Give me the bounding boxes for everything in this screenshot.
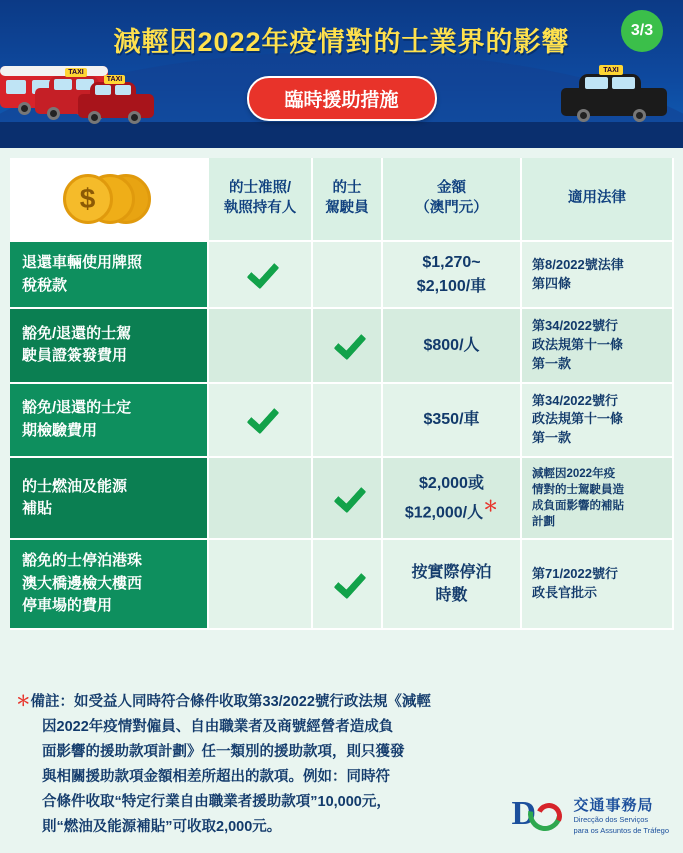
law-line1: 第71/2022號行 xyxy=(532,566,618,582)
licence-holder-cell xyxy=(208,457,312,539)
law-cell xyxy=(521,241,673,308)
measure-label-line1: 豁免的士停泊港珠 xyxy=(22,552,143,570)
column-header-licence-holder xyxy=(208,158,312,241)
column-header-licence-holder-line1: 的士准照/ xyxy=(228,180,292,197)
coins-icon-cell xyxy=(10,158,208,241)
amount-line2-wrap xyxy=(387,496,516,525)
check-icon xyxy=(245,402,275,432)
footnote-line-4: 與相關援助款項金額相差所超出的款項。例如：同時符 xyxy=(42,768,390,785)
measure-label xyxy=(10,539,208,629)
licence-holder-cell xyxy=(208,383,312,458)
logo-name-pt-line2: para os Assuntos de Tráfego xyxy=(573,825,669,835)
footnote-line-2: 因2022年疫情對僱員、自由職業者及商號經營者造成負 xyxy=(42,718,394,735)
law-line1: 減輕因2022年疫 xyxy=(532,468,616,481)
driver-cell xyxy=(312,308,382,383)
table-row xyxy=(10,241,673,308)
law-line2: 第四條 xyxy=(532,275,572,291)
measure-label-line1: 豁免/退還的士定 xyxy=(22,399,132,417)
footnote-block xyxy=(16,690,576,840)
page-subtitle: 臨時援助措施 xyxy=(246,76,436,121)
law-line1: 第8/2022號法律 xyxy=(532,256,624,272)
logo-letter-d: D xyxy=(511,795,537,832)
column-header-amount xyxy=(382,158,521,241)
law-line3: 成負面影響的補貼 xyxy=(532,500,624,513)
check-icon xyxy=(332,481,362,511)
table-header-row xyxy=(10,158,673,241)
amount-line1: $350/車 xyxy=(423,411,480,429)
amount-line2: $12,000/人 xyxy=(404,503,484,521)
check-icon xyxy=(332,328,362,358)
measure-label-line1: 豁免/退還的士駕 xyxy=(22,324,132,342)
footnote-star-icon: ＊ xyxy=(16,694,31,710)
law-line3: 第一款 xyxy=(532,430,572,446)
measure-label-line1: 的士燃油及能源 xyxy=(22,477,128,495)
footnote-line-1 xyxy=(16,690,576,715)
law-line2: 政法規第十一條 xyxy=(532,411,624,427)
measures-table xyxy=(10,158,674,630)
amount-line1: 按實際停泊 xyxy=(411,564,492,581)
law-cell xyxy=(521,308,673,383)
dollar-symbol: $ xyxy=(79,183,96,215)
licence-holder-cell xyxy=(208,241,312,308)
law-line2: 政法規第十一條 xyxy=(532,336,624,352)
law-line4: 計劃 xyxy=(532,516,555,529)
footnote-line-3: 面影響的援助款項計劃》任一類別的援助款項，則只獲發 xyxy=(42,743,405,760)
law-line1: 第34/2022號行 xyxy=(532,318,618,333)
footnote-line-6: 則“燃油及能源補貼”可收取2,000元。 xyxy=(42,818,282,835)
law-line3: 第一款 xyxy=(532,355,572,371)
footnote-marker-icon: ＊ xyxy=(483,497,499,515)
column-header-licence-holder-line2: 執照持有人 xyxy=(223,200,297,216)
law-line1: 第34/2022號行 xyxy=(532,392,618,408)
amount-line2: 時數 xyxy=(435,587,468,605)
driver-cell xyxy=(312,383,382,458)
coins-icon xyxy=(55,170,163,228)
column-header-driver xyxy=(312,158,382,241)
column-header-amount-line2: （澳門元） xyxy=(415,200,488,216)
measure-label-line2: 期檢驗費用 xyxy=(22,421,98,439)
licence-holder-cell xyxy=(208,539,312,629)
logo-name-cn: 交通事務局 xyxy=(573,797,654,815)
law-cell xyxy=(521,457,673,539)
column-header-law xyxy=(521,158,673,241)
law-cell xyxy=(521,539,673,629)
measure-label xyxy=(10,308,208,383)
measure-label xyxy=(10,383,208,458)
table-row xyxy=(10,457,673,539)
column-header-amount-line1: 金額 xyxy=(437,180,466,197)
table-row xyxy=(10,539,673,629)
driver-cell xyxy=(312,457,382,539)
dsat-logo-text xyxy=(574,794,669,835)
driver-cell xyxy=(312,241,382,308)
table-row xyxy=(10,383,673,458)
amount-cell xyxy=(382,383,521,458)
column-header-driver-line1: 的士 xyxy=(332,180,362,197)
column-header-law-text: 適用法律 xyxy=(568,190,626,207)
law-line2: 政長官批示 xyxy=(532,585,598,601)
measure-label-line2: 補貼 xyxy=(22,500,53,518)
amount-line1: $800/人 xyxy=(423,336,480,354)
taxi-icon: TAXI xyxy=(78,78,156,124)
amount-line1: $2,000或 xyxy=(419,475,484,493)
check-icon xyxy=(332,567,362,597)
amount-line2: $2,100/車 xyxy=(416,277,487,295)
measure-label-line3: 停車場的費用 xyxy=(22,597,113,615)
footnote-line-1-text: 備註：如受益人同時符合條件收取第33/2022號行政法規《減輕 xyxy=(30,694,431,710)
measure-label xyxy=(10,457,208,539)
check-icon xyxy=(245,257,275,287)
page-title: 減輕因2022年疫情對的士業界的影響 xyxy=(113,27,570,57)
measures-table-container xyxy=(10,158,673,630)
table-row xyxy=(10,308,673,383)
dsat-logo xyxy=(512,793,669,837)
amount-line1: $1,270~ xyxy=(422,254,481,272)
dsat-logo-icon xyxy=(512,793,566,837)
measure-label xyxy=(10,241,208,308)
measure-label-line2: 駛員證簽發費用 xyxy=(22,347,128,365)
footnote-line-5: 合條件收取“特定行業自由職業者援助款項”10,000元， xyxy=(42,793,391,810)
amount-cell xyxy=(382,308,521,383)
column-header-driver-line2: 駕駛員 xyxy=(325,200,369,216)
measure-label-line2: 稅稅款 xyxy=(22,276,68,294)
logo-name-pt-line1: Direcção dos Serviços xyxy=(573,815,649,825)
coin-front xyxy=(63,174,113,224)
header-banner xyxy=(0,0,683,148)
measure-label-line2: 澳大橋邊檢大樓西 xyxy=(22,574,143,592)
amount-cell xyxy=(382,457,521,539)
measure-label-line1: 退還車輛使用牌照 xyxy=(22,254,143,271)
licence-holder-cell xyxy=(208,308,312,383)
taxi-icon: TAXI xyxy=(35,74,121,124)
law-cell xyxy=(521,383,673,458)
amount-cell xyxy=(382,241,521,308)
amount-cell xyxy=(382,539,521,629)
page-number-badge: 3/3 xyxy=(621,10,663,52)
law-line2: 情對的士駕駛員造 xyxy=(532,484,624,497)
taxi-icon: TAXI xyxy=(561,70,671,126)
driver-cell xyxy=(312,539,382,629)
